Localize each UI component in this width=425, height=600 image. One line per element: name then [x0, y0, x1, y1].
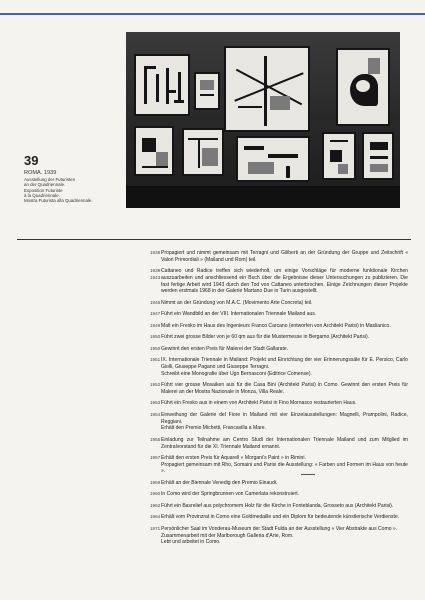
entry-year: 1938 [150, 250, 161, 255]
artwork-vertical-bars [134, 54, 190, 116]
entry-text: In Como wird der Springbrunnen von Camerlata rekonstruiert. [161, 491, 300, 498]
chronology-entry [150, 268, 408, 295]
chronology-entry [150, 412, 408, 432]
artwork-small-grid [194, 72, 220, 110]
entry-year: 1964 [150, 514, 161, 520]
entry-year: 1939-1943 [150, 268, 162, 280]
chronology-entry [150, 455, 408, 475]
entry-text: Führt vier grosse Mosaiken aus für die Casa Bini (Architekt Parisi) in Como. Gewinnt den ersten Preis für Malerei an der Mostra Nazionale in Monza, Villa Reale. [161, 382, 408, 395]
entry-year: 1955 [150, 436, 161, 442]
gallery-floor [126, 186, 400, 208]
section-divider [17, 239, 411, 240]
chronology-entry [150, 503, 408, 510]
entry-year: 1971 [150, 525, 161, 531]
entry-text: Führt ein Wandbild an der VIII. Internationalen Triennale Mailand aus. [161, 311, 317, 318]
artwork-bottom-right-a [322, 132, 356, 180]
entry-text: Führt zwei grosse Bilder von je 60 qm aus für die Mustermesse in Bergamo (Architekt Parisi). [161, 334, 370, 341]
entry-text: Gewinnt den ersten Preis für Malerei der Stadt Gallarate. [161, 345, 289, 352]
caption-line: Exposition Futuriste [24, 187, 63, 193]
exhibition-photograph [126, 32, 400, 208]
chronology-entry [150, 300, 408, 307]
artwork-bottom-second [182, 128, 224, 176]
entry-year: 1946 [150, 299, 161, 305]
figure-number: 39 [24, 153, 39, 168]
entry-text: Einweihung der Galerie del Fiore in Mailand mit vier Einzelausstellungen: Magnelli, Prampolini, Radice, Reggiani. Erhält den Premio Michetti, Francavilla a Mare. [161, 411, 408, 432]
caption-heading: ROMA. 1939 [24, 170, 57, 176]
chronology-entry [150, 311, 408, 318]
chronology-entry [150, 491, 408, 498]
figure-caption [24, 170, 124, 203]
chronology-list [150, 250, 408, 551]
caption-line: Ausstellung der Futuristen [24, 177, 76, 182]
entry-year: 1959 [150, 479, 161, 485]
entry-year: 1960 [150, 491, 161, 497]
chronology-entry [150, 334, 408, 341]
entry-text: Cattaneo und Radice treffen sich wiederholt, um einige Vorschläge für moderne funktionale Kirchen auszuarbeiten und anschliessend ein Buch über die Ergebnisse dieser Untersuchungen zu publizieren. Die fast fertige Arbeit wird 1943 durch den Tod von Cattaneo unterbrochen. Einige Zeichnungen dieser Projekte werden erstmals 1968 in der Galerie Martano Due in Turin ausgestellt. [161, 268, 408, 295]
entry-year: 1950 [150, 345, 161, 351]
entry-text: Nimmt an der Gründung von M.A.C. (Movimento Arte Concreta) teil. [161, 299, 313, 306]
artwork-bottom-left [134, 126, 174, 176]
chronology-entry [150, 382, 408, 395]
entry-year: 1952 [150, 382, 161, 388]
chronology-entry [150, 250, 408, 263]
artwork-diagonals [224, 46, 310, 132]
entry-text: Persönlicher Saal im Vonderau-Museum der Stadt Fulda an der Ausstellung « Vier Abstrakte aus Como ». Zusammenarbeit mit der Marlborough Galleria d'Arte, Rom. Lebt und arbeitet in Como. [161, 525, 398, 546]
entry-text: IX. Internationale Triennale in Mailand: Projekt und Einrichtung der vier Erinnerungssäle für E. Persico, Carlo Giolli, Giuseppe Pagano und Giuseppe Terragni. Schreibt eine Monografie über Ugo Bernasconi (Editrice Comense). [161, 357, 408, 377]
top-accent-rule [0, 13, 425, 15]
entry-year: 1949 [150, 322, 161, 328]
entry-year: 1957 [150, 455, 161, 461]
chronology-entry [150, 346, 408, 353]
artwork-bottom-centre [236, 136, 310, 182]
caption-line: Mostra Futurista alla Quadriennale. [24, 198, 93, 204]
chronology-entry [150, 323, 408, 330]
entry-text: Erhält vom Provinzrat in Como eine Goldmedaille und ein Diplom für bedeutende künstlerische Verdienste. [161, 514, 400, 521]
artwork-organic-shape [336, 48, 390, 126]
chronology-entry [150, 514, 408, 521]
chronology-entry [150, 357, 408, 377]
caption-line: an der Quadriennale. [24, 182, 66, 188]
chronology-entry [150, 526, 408, 546]
caption-line: à la Quadriennale. [24, 192, 60, 198]
entry-text: Einladung zur Teilnahme am Centro Studi der Internationalen Triennale Mailand und zum Mitglied im Zentralvorstand für die XI. Triennale Mailand ernannt. [161, 436, 408, 450]
entry-text: Erhält an der Biennale Venedig den Premio Einaudi. [161, 479, 278, 486]
entry-year: 1951 [150, 357, 161, 363]
entry-text: Führt ein Fresko aus in einem von Architekt Parisi in Fino Mornasco restaurierten Haus. [161, 400, 357, 407]
entry-year: 1950 [150, 334, 161, 340]
entry-text: Malt ein Fresko im Haus des Ingenieurs Franco Carcano (entworfen von Architekt Parisi) in Maslianico. [161, 322, 391, 329]
entry-text: Führt ein Basrelief aus polychromem Holz für die Kirche in Fonteblanda, Grosseto aus (Architekt Parisi). [161, 502, 394, 509]
artwork-bottom-right-b [362, 132, 394, 180]
chronology-entry [150, 400, 408, 407]
entry-year: 1962 [150, 502, 161, 508]
entry-text: Erhält den ersten Preis für Aquarell « Morgani's Paint » in Rimini. Propagiert gemeinsam mit Rho, Somaini und Parisi die Ausstellung: « Farben und Formen im Haus von heute ». [161, 455, 408, 475]
entry-year: 1947 [150, 311, 161, 317]
chronology-entry [150, 480, 408, 487]
entry-text: Propagiert und nimmt gemeinsam mit Terragni und Giliberti an der Gründung der Gruppe und Zeitschrift « Valori Primordiali » (Mailand und Rom) teil. [161, 250, 408, 263]
entry-year: 1953 [150, 400, 161, 406]
chronology-entry [150, 437, 408, 450]
entry-year: 1954 [150, 411, 161, 417]
